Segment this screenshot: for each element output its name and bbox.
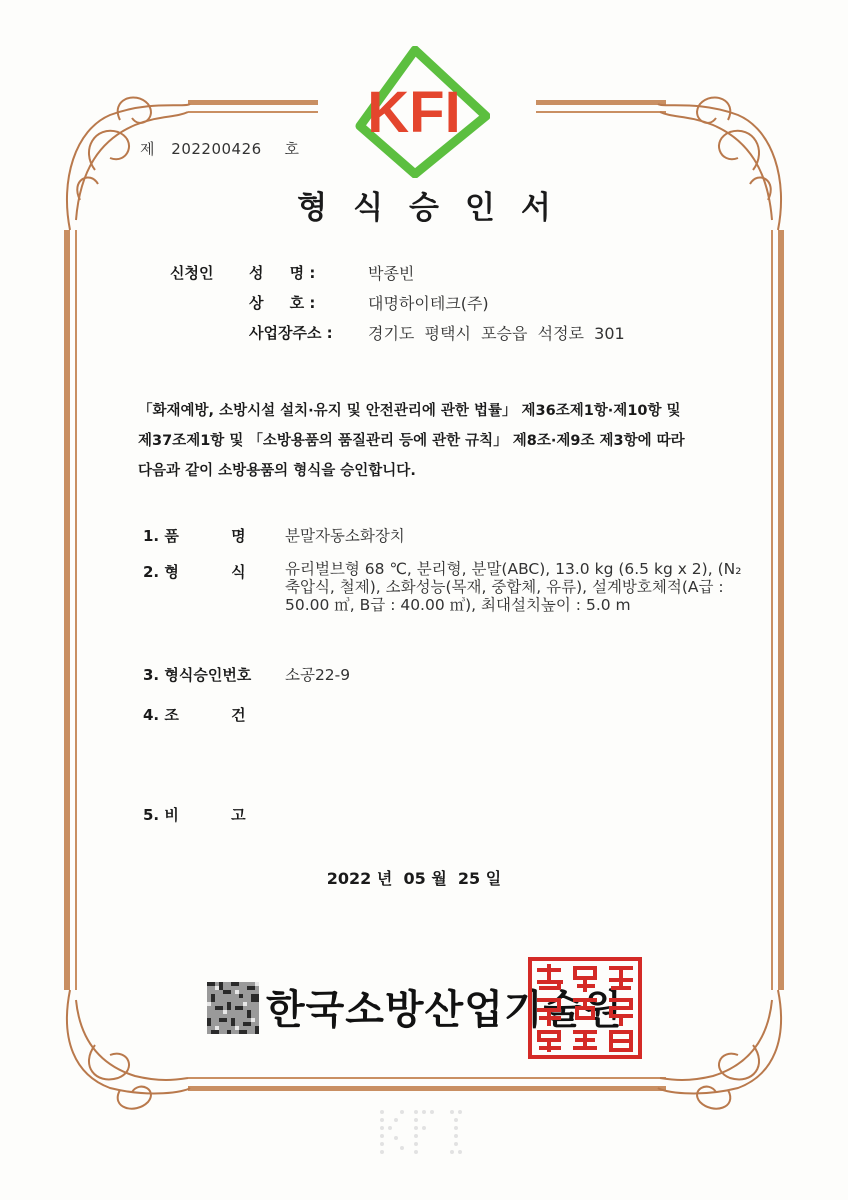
cert-suffix: 호 bbox=[284, 140, 299, 158]
item-type-label: 2. 형 식 bbox=[143, 563, 246, 581]
issue-date: 2022 년 05 월 25 일 bbox=[326, 869, 502, 888]
name-value: 박종빈 bbox=[368, 264, 415, 283]
company-label: 상 호 : bbox=[249, 294, 316, 312]
applicant-section-label: 신청인 bbox=[170, 264, 214, 282]
embossed-stamp bbox=[376, 1104, 472, 1164]
cert-prefix: 제 bbox=[140, 140, 155, 158]
logo-text: KFI bbox=[367, 80, 461, 145]
kfi-logo bbox=[340, 46, 490, 178]
item-conditions-label: 4. 조 건 bbox=[143, 706, 246, 724]
item-product-name-value: 분말자동소화장치 bbox=[285, 527, 405, 545]
official-seal bbox=[527, 956, 643, 1060]
name-label: 성 명 : bbox=[249, 264, 316, 282]
statement-line-2: 제37조제1항 및 「소방용품의 품질관리 등에 관한 규칙」 제8조·제9조 제3항에 따라 bbox=[138, 433, 685, 449]
address-value: 경기도 평택시 포승읍 석정로 301 bbox=[368, 324, 625, 343]
cert-number: 202200426 bbox=[171, 140, 262, 158]
item-approval-number-label: 3. 형식승인번호 bbox=[143, 666, 252, 684]
company-value: 대명하이테크(주) bbox=[368, 294, 489, 313]
statement-line-1: 「화재예방, 소방시설 설치·유지 및 안전관리에 관한 법률」 제36조제1항·제10항 및 bbox=[138, 403, 681, 419]
item-approval-number-value: 소공22-9 bbox=[285, 666, 351, 684]
document-title: 형식승인서 bbox=[297, 190, 577, 226]
item-type-value: 유리벌브형 68 ℃, 분리형, 분말(ABC), 13.0 kg (6.5 kg x 2), (N₂ 축압식, 철제), 소화성능(목재, 중합체, 유류), 설계방호체적(A급 : 50.00 ㎥, B급 : 40.00 ㎥), 최대설치높이 : 5.0 m bbox=[285, 560, 742, 614]
item-product-name-label: 1. 품 명 bbox=[143, 527, 246, 545]
item-remarks-label: 5. 비 고 bbox=[143, 806, 246, 824]
qr-code bbox=[207, 982, 259, 1034]
statement-line-3: 다음과 같이 소방용품의 형식을 승인합니다. bbox=[138, 463, 416, 479]
issuing-organization: 한국소방산업기술원 bbox=[266, 986, 623, 1033]
certificate-number-line bbox=[140, 138, 299, 159]
address-label: 사업장주소 : bbox=[249, 324, 333, 342]
